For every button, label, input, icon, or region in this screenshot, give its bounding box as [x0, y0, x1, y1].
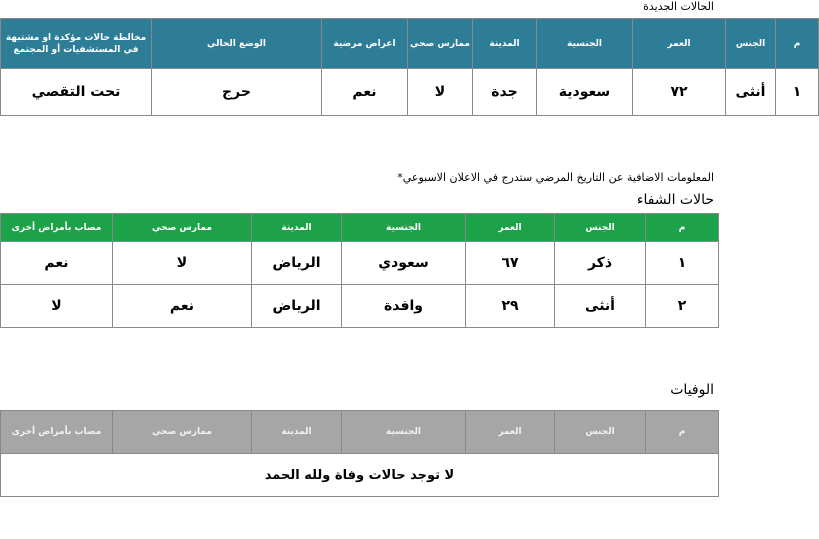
cell-city: الرياض	[252, 285, 342, 328]
header-health-worker: ممارس صحي	[113, 214, 252, 242]
header-symptoms: اعراض مرضية	[322, 19, 408, 69]
header-age: العمر	[466, 411, 555, 454]
header-health-worker: ممارس صحي	[408, 19, 473, 69]
cell-city: الرياض	[252, 242, 342, 285]
header-other-diseases: مصاب بأمراض أخرى	[1, 411, 113, 454]
cell-index: ١	[776, 69, 819, 116]
header-gender: الجنس	[555, 214, 646, 242]
cell-symptoms: نعم	[322, 69, 408, 116]
cell-gender: ذكر	[555, 242, 646, 285]
new-cases-heading: الحالات الجديدة	[643, 0, 714, 13]
cell-health-worker: نعم	[113, 285, 252, 328]
header-index: م	[646, 214, 719, 242]
table-row	[1, 285, 719, 328]
cell-gender: أنثى	[555, 285, 646, 328]
new-cases-table	[0, 18, 819, 116]
cell-nationality: سعودي	[342, 242, 466, 285]
table-row	[1, 69, 819, 116]
header-city: المدينة	[473, 19, 537, 69]
header-contact: مخالطة حالات مؤكدة او مشتبهة في المستشفيات أو المجتمع	[1, 19, 152, 69]
cell-index: ١	[646, 242, 719, 285]
header-current-status: الوضع الحالي	[152, 19, 322, 69]
cell-age: ٧٢	[633, 69, 726, 116]
header-age: العمر	[466, 214, 555, 242]
deaths-header-row	[1, 411, 719, 454]
cell-city: جدة	[473, 69, 537, 116]
cell-contact: تحت التقصي	[1, 69, 152, 116]
cell-gender: أنثى	[726, 69, 776, 116]
header-nationality: الجنسية	[537, 19, 633, 69]
deaths-table	[0, 410, 719, 497]
table-row	[1, 454, 719, 497]
cell-nationality: وافدة	[342, 285, 466, 328]
cell-age: ٢٩	[466, 285, 555, 328]
header-index: م	[646, 411, 719, 454]
header-gender: الجنس	[726, 19, 776, 69]
cell-nationality: سعودية	[537, 69, 633, 116]
header-index: م	[776, 19, 819, 69]
recovered-heading: حالات الشفاء	[636, 192, 714, 208]
header-other-diseases: مصاب بأمراض أخرى	[1, 214, 113, 242]
deaths-heading: الوفيات	[670, 382, 714, 398]
cell-health-worker: لا	[408, 69, 473, 116]
header-nationality: الجنسية	[342, 411, 466, 454]
cell-health-worker: لا	[113, 242, 252, 285]
table-row	[1, 242, 719, 285]
header-city: المدينة	[252, 411, 342, 454]
cell-age: ٦٧	[466, 242, 555, 285]
cell-index: ٢	[646, 285, 719, 328]
header-age: العمر	[633, 19, 726, 69]
cell-other-diseases: لا	[1, 285, 113, 328]
header-health-worker: ممارس صحي	[113, 411, 252, 454]
cell-current-status: حرج	[152, 69, 322, 116]
header-nationality: الجنسية	[342, 214, 466, 242]
recovered-header-row	[1, 214, 719, 242]
no-deaths-message: لا توجد حالات وفاة ولله الحمد	[1, 454, 719, 497]
header-city: المدينة	[252, 214, 342, 242]
new-cases-header-row	[1, 19, 819, 69]
recovered-table	[0, 213, 719, 328]
additional-info-note: المعلومات الاضافية عن التاريخ المرضي ستدرج في الاعلان الاسبوعي*	[397, 171, 714, 184]
cell-other-diseases: نعم	[1, 242, 113, 285]
header-gender: الجنس	[555, 411, 646, 454]
